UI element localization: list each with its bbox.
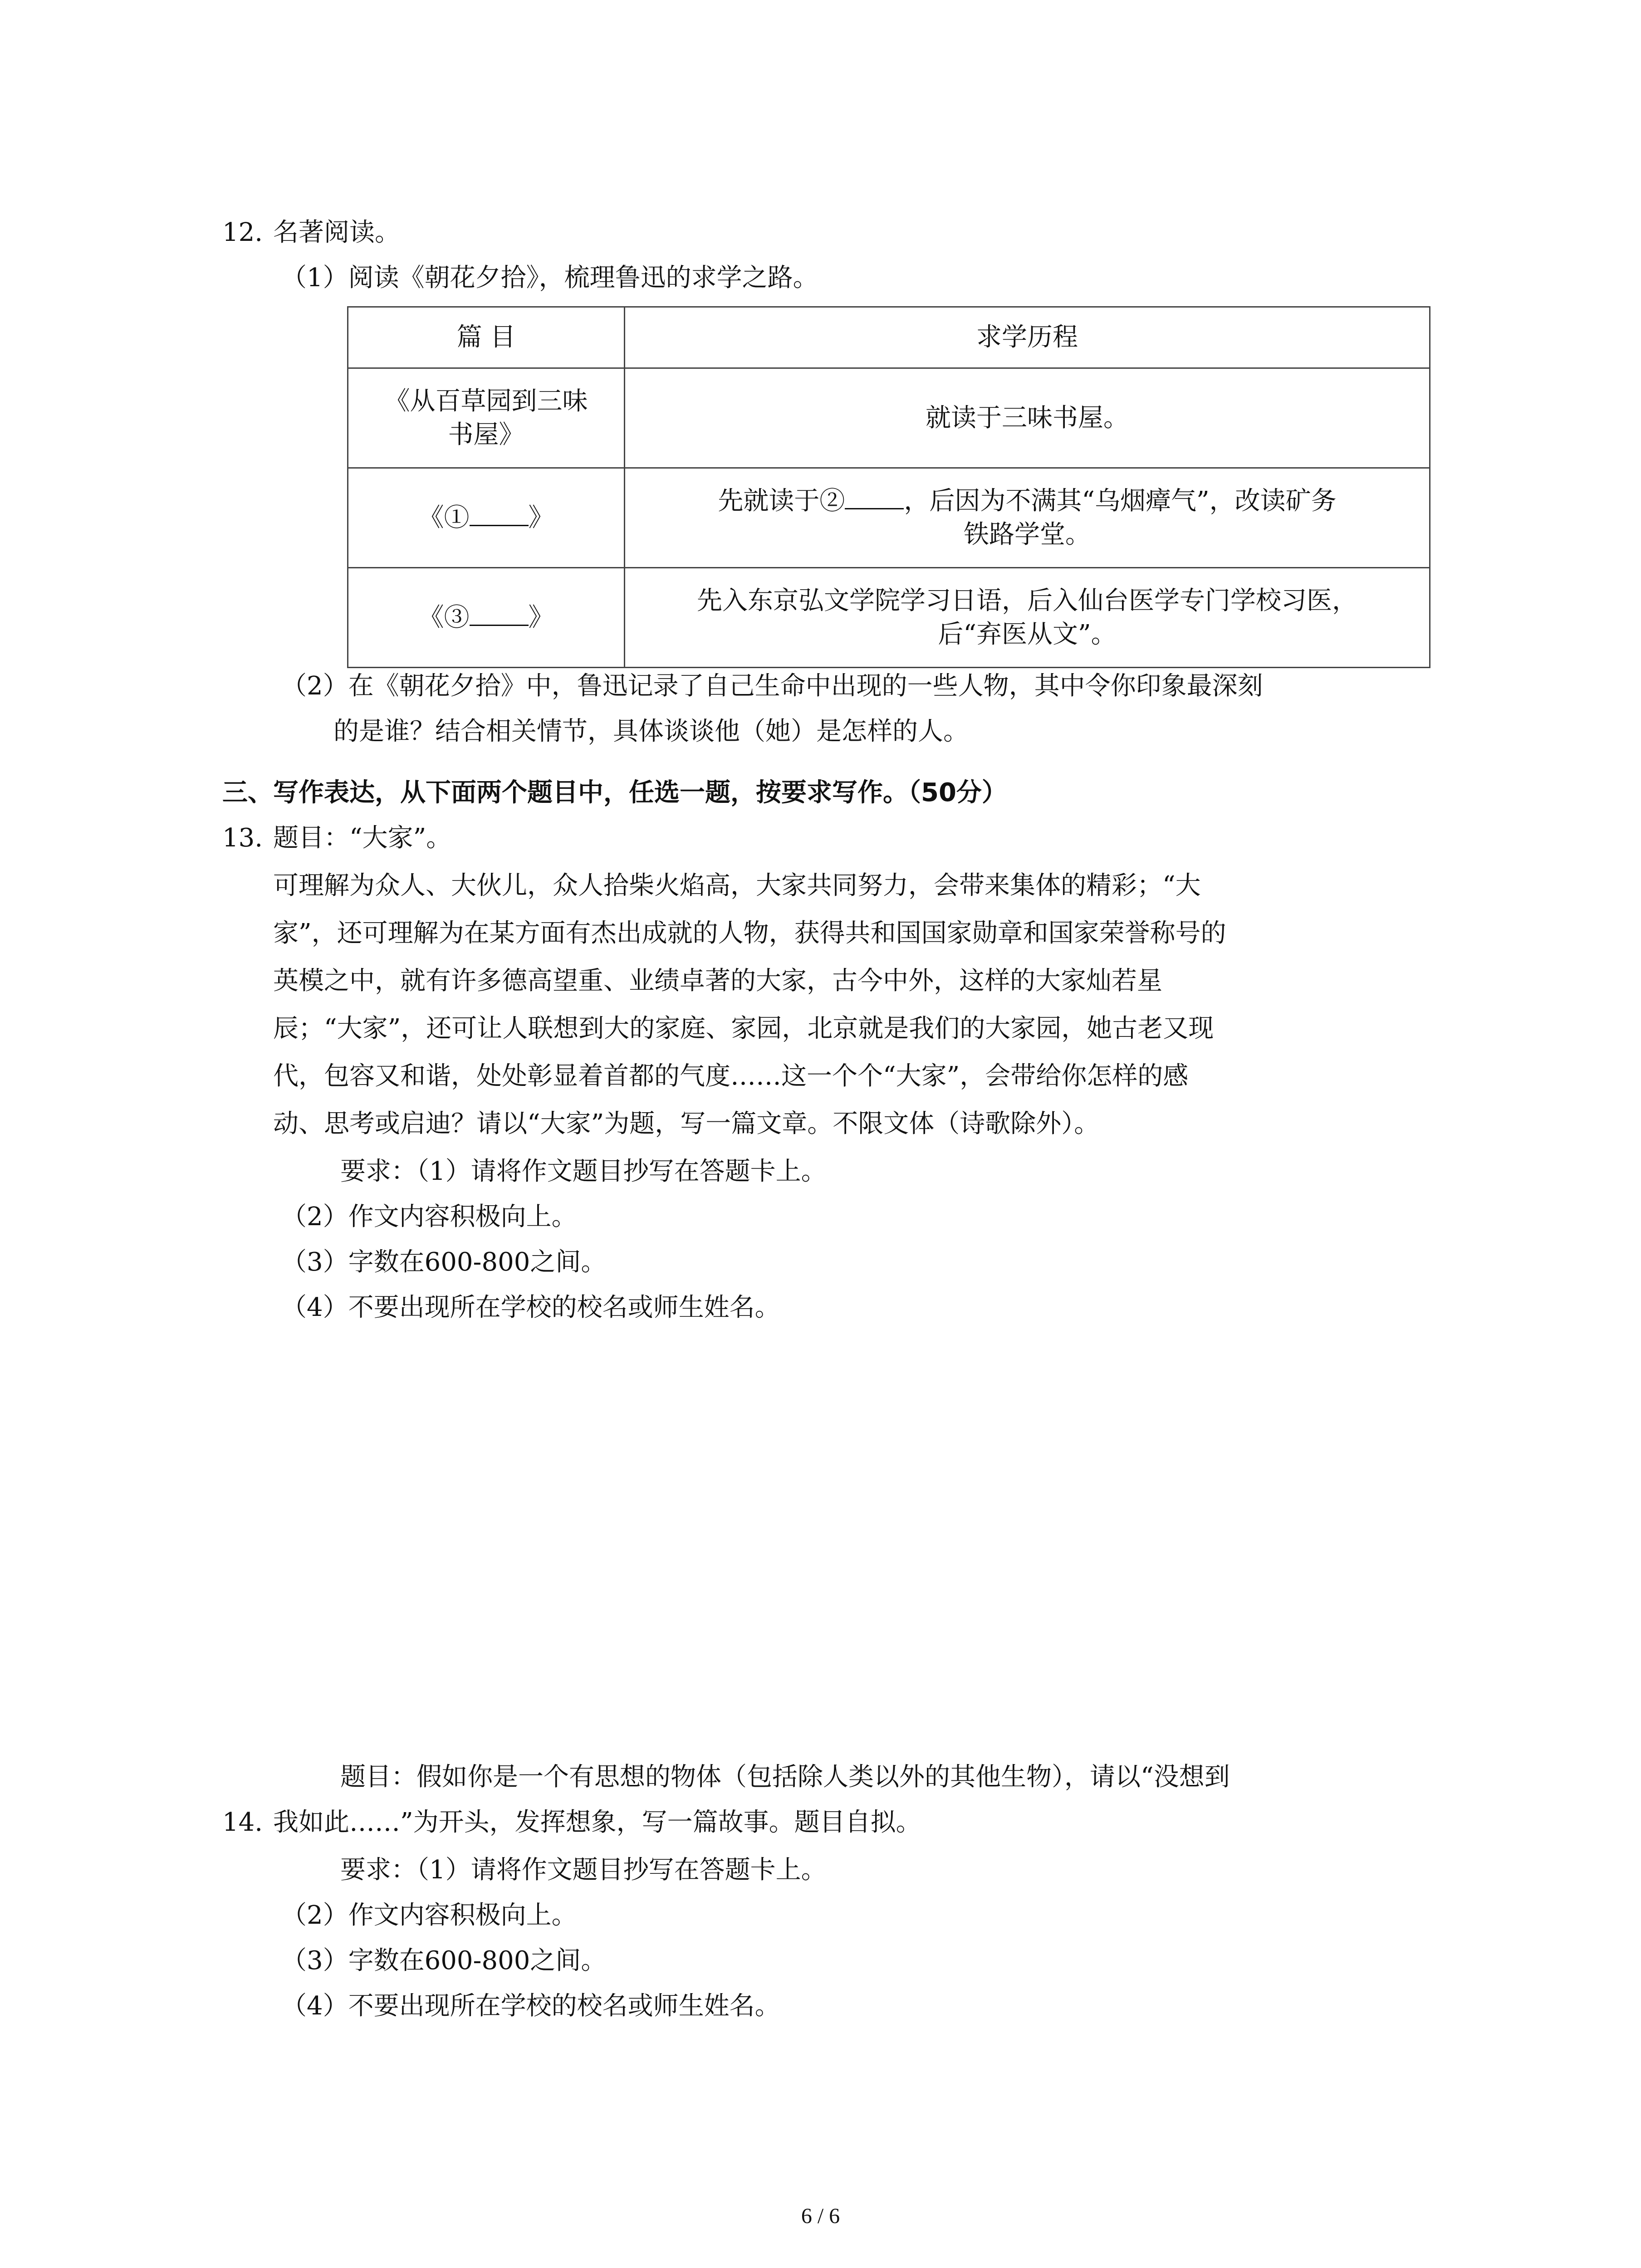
q13-paragraph-line: 代，包容又和谐，处处彰显着首都的气度……这一个个“大家”，会带给你怎样的感 [273, 1061, 1189, 1091]
q13-requirement: （2）作文内容积极向上。 [281, 1202, 577, 1232]
table-cell-title [348, 368, 625, 468]
section-heading: 三、写作表达，从下面两个题目中，任选一题，按要求写作。（50分） [222, 778, 1007, 807]
table-cell-content [625, 468, 1430, 568]
title-line: 书屋》 [448, 420, 524, 450]
table-header-title: 篇 目 [348, 307, 625, 368]
content-line: 铁路学堂。 [964, 519, 1091, 549]
title-line: 《从百草园到三味 [384, 386, 588, 416]
q13-requirement: 要求：（1）请将作文题目抄写在答题卡上。 [340, 1157, 827, 1186]
blank-1 [470, 503, 529, 526]
content-prefix: 先就读于② [718, 486, 845, 516]
content-line [634, 484, 1420, 518]
q13-paragraph-line: 动、思考或启迪？请以“大家”为题，写一篇文章。不限文体（诗歌除外）。 [273, 1109, 1100, 1139]
content-suffix: ，后因为不满其“乌烟瘴气”，改读矿务 [904, 486, 1337, 516]
q13-paragraph-line: 英模之中，就有许多德高望重、业绩卓著的大家，古今中外，这样的大家灿若星 [273, 966, 1162, 996]
q14-requirement: （4）不要出现所在学校的校名或师生姓名。 [281, 1991, 780, 2021]
q12-number: 12. [222, 218, 263, 247]
q13-title: 题目：“大家”。 [273, 823, 452, 853]
title-prefix: 《③ [418, 602, 470, 632]
q12-title: 名著阅读。 [273, 218, 400, 247]
table-cell-content: 就读于三味书屋。 [625, 368, 1430, 468]
table-row [348, 368, 1430, 468]
q13-paragraph-line: 辰；“大家”，还可让人联想到大的家庭、家园，北京就是我们的大家园，她古老又现 [273, 1014, 1214, 1043]
table-header-process: 求学历程 [625, 307, 1430, 368]
blank-2 [845, 486, 904, 509]
content-line: 后“弃医从文”。 [938, 619, 1117, 649]
page-number: 6 / 6 [801, 2204, 840, 2228]
q13-number: 13. [222, 823, 263, 853]
table-row [348, 468, 1430, 568]
q14-requirement: （2）作文内容积极向上。 [281, 1901, 577, 1930]
table-cell-content [625, 568, 1430, 668]
q14-line1: 题目：假如你是一个有思想的物体（包括除人类以外的其他生物），请以“没想到 [340, 1762, 1230, 1792]
q14-requirement: （3）字数在600-800之间。 [281, 1946, 607, 1975]
table-row [348, 568, 1430, 668]
q12-part2-line1: （2）在《朝花夕拾》中，鲁迅记录了自己生命中出现的一些人物，其中令你印象最深刻 [281, 671, 1263, 701]
q14-line2: 我如此……”为开头，发挥想象，写一篇故事。题目自拟。 [273, 1808, 921, 1837]
q13-paragraph-line: 可理解为众人、大伙儿，众人拾柴火焰高，大家共同努力，会带来集体的精彩；“大 [273, 871, 1201, 900]
table-cell-title [348, 468, 625, 568]
q12-part2-line2: 的是谁？结合相关情节，具体谈谈他（她）是怎样的人。 [333, 717, 969, 746]
q13-paragraph-line: 家”，还可理解为在某方面有杰出成就的人物，获得共和国国家勋章和国家荣誉称号的 [273, 919, 1226, 948]
title-prefix: 《① [418, 503, 470, 533]
study-route-table [347, 306, 1430, 668]
q12-part1: （1）阅读《朝花夕拾》，梳理鲁迅的求学之路。 [281, 263, 818, 293]
blank-3 [470, 603, 529, 626]
q13-requirement: （4）不要出现所在学校的校名或师生姓名。 [281, 1293, 780, 1322]
table-cell-title [348, 568, 625, 668]
content-line: 先入东京弘文学院学习日语，后入仙台医学专门学校习医， [697, 586, 1357, 616]
title-suffix: 》 [528, 503, 554, 533]
q13-requirement: （3）字数在600-800之间。 [281, 1247, 607, 1277]
title-suffix: 》 [528, 602, 554, 632]
q14-requirement: 要求：（1）请将作文题目抄写在答题卡上。 [340, 1855, 827, 1885]
q14-number: 14. [222, 1808, 263, 1837]
table-header-row [348, 307, 1430, 368]
